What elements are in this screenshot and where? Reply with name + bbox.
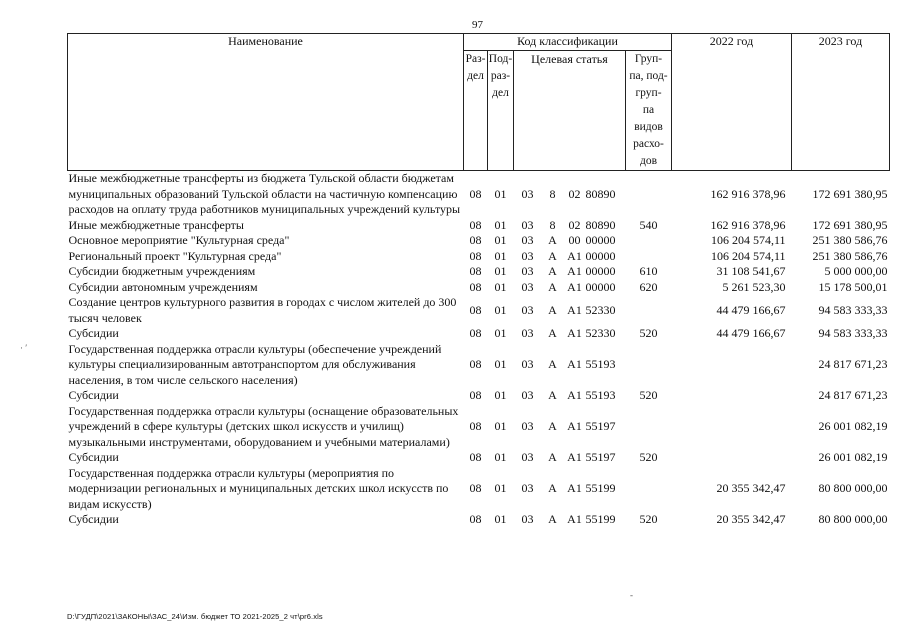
row-name: Иные межбюджетные трансферты <box>68 217 244 232</box>
row-target-code: 00000 <box>585 279 616 294</box>
row-target-program: 03 <box>521 450 534 464</box>
table-header <box>68 34 890 171</box>
row-target-direction: А1 <box>567 388 582 402</box>
row-target-code: 52330 <box>585 302 616 317</box>
row-target-program: 03 <box>521 326 534 340</box>
row-podrazdel: 01 <box>494 481 507 495</box>
row-amount-2022 <box>672 450 792 466</box>
row-amount-2022: 44 479 166,67 <box>716 302 786 317</box>
page-number: 97 <box>472 19 483 31</box>
row-target-program: 03 <box>521 481 534 495</box>
row-target-type: А <box>548 481 557 495</box>
row-target-direction: А1 <box>567 279 582 294</box>
header-razdel-text: Раз- дел <box>465 53 486 82</box>
row-podrazdel: 01 <box>494 419 507 433</box>
row-name: Иные межбюджетные трансферты из бюджета Тульской области бюджетам муниципальных образований Тульской области на частичную компенсацию расходов на оплату труда работников муниципальных учреждений культуры <box>68 171 461 216</box>
row-target-program: 03 <box>521 388 534 402</box>
row-amount-2023: 24 817 671,23 <box>818 357 888 371</box>
row-target-direction: А1 <box>567 326 582 340</box>
row-razdel: 08 <box>469 186 482 201</box>
row-target-code: 55199 <box>585 512 616 526</box>
table-row <box>68 264 890 280</box>
row-expense-group <box>626 342 672 389</box>
row-expense-group <box>626 249 672 265</box>
row-podrazdel: 01 <box>494 450 507 464</box>
table-body <box>68 171 890 528</box>
row-expense-group <box>626 295 672 326</box>
row-name: Государственная поддержка отрасли культуры (обеспечение учреждений культуры специализированным автотранспортом для обслуживания населения, в том числе сельского населения) <box>68 341 442 387</box>
row-amount-2022 <box>672 404 792 451</box>
row-amount-2022: 162 916 378,96 <box>710 186 786 201</box>
header-year-2022: 2022 год <box>672 34 792 171</box>
row-target-type: 8 <box>549 217 556 232</box>
row-amount-2023: 172 691 380,95 <box>812 186 888 201</box>
row-amount-2023: 24 817 671,23 <box>818 388 888 402</box>
row-expense-group: 520 <box>639 512 658 526</box>
row-amount-2023: 26 001 082,19 <box>818 419 888 433</box>
row-amount-2023: 5 000 000,00 <box>824 264 888 278</box>
row-target-type: А <box>548 302 557 317</box>
row-expense-group <box>626 233 672 249</box>
row-target-code: 52330 <box>585 326 616 340</box>
table-row <box>68 466 890 513</box>
scan-speck: - <box>630 590 633 600</box>
row-amount-2022: 20 355 342,47 <box>716 481 786 495</box>
row-expense-group <box>626 171 672 218</box>
row-name: Основное мероприятие "Культурная среда" <box>68 233 290 247</box>
row-podrazdel: 01 <box>494 217 507 232</box>
row-podrazdel: 01 <box>494 357 507 371</box>
table-row <box>68 450 890 466</box>
row-target-program: 03 <box>521 217 534 232</box>
table-row <box>68 512 890 528</box>
row-razdel: 08 <box>469 419 482 433</box>
footer-file-path: D:\ГУДП\2021\ЗАКОНЫ\ЗАС_24\Изм. бюджет ТО 2021-2025_2 чт\pr6.xls <box>67 612 323 621</box>
row-razdel: 08 <box>469 388 482 402</box>
table-row <box>68 233 890 249</box>
header-name: Наименование <box>68 34 464 171</box>
row-podrazdel: 01 <box>494 186 507 201</box>
row-amount-2023: 80 800 000,00 <box>818 481 888 495</box>
row-name: Субсидии <box>68 326 119 340</box>
row-target-code: 55193 <box>585 357 616 371</box>
row-target-code: 80890 <box>585 217 616 232</box>
row-target-type: А <box>548 248 557 263</box>
row-target-program: 03 <box>521 302 534 317</box>
row-target-type: 8 <box>549 186 556 201</box>
table-row <box>68 249 890 265</box>
row-target-code: 00000 <box>585 233 616 247</box>
row-podrazdel: 01 <box>494 302 507 317</box>
row-target-code: 55193 <box>585 388 616 402</box>
row-amount-2022 <box>672 342 792 389</box>
row-amount-2023: 80 800 000,00 <box>818 512 888 526</box>
table-row <box>68 404 890 451</box>
row-razdel: 08 <box>469 357 482 371</box>
row-target-type: А <box>548 388 557 402</box>
row-amount-2022: 106 204 574,11 <box>710 233 786 247</box>
row-target-type: А <box>548 450 557 464</box>
row-target-direction: А1 <box>567 512 582 526</box>
header-year-2023: 2023 год <box>792 34 890 171</box>
row-podrazdel: 01 <box>494 512 507 526</box>
row-expense-group <box>626 466 672 513</box>
row-target-program: 03 <box>521 233 534 247</box>
row-target-code: 55197 <box>585 419 616 433</box>
row-target-code: 55197 <box>585 450 616 464</box>
table-row <box>68 295 890 326</box>
budget-table-container <box>67 33 889 528</box>
budget-table <box>67 33 890 528</box>
row-amount-2023: 15 178 500,01 <box>818 279 888 294</box>
row-razdel: 08 <box>469 248 482 263</box>
row-expense-group: 520 <box>639 388 658 402</box>
row-expense-group: 520 <box>639 450 658 464</box>
row-target-type: А <box>548 419 557 433</box>
table-row <box>68 218 890 234</box>
row-razdel: 08 <box>469 233 482 247</box>
row-expense-group: 620 <box>639 279 658 294</box>
row-razdel: 08 <box>469 450 482 464</box>
row-target-program: 03 <box>521 512 534 526</box>
row-name: Субсидии автономным учреждениям <box>68 279 258 294</box>
row-target-program: 03 <box>521 264 534 278</box>
row-amount-2023: 94 583 333,33 <box>818 302 888 317</box>
row-target-direction: 02 <box>568 186 581 201</box>
row-name: Субсидии <box>68 388 119 402</box>
row-target-type: А <box>548 326 557 340</box>
row-target-code: 00000 <box>585 248 616 263</box>
row-razdel: 08 <box>469 264 482 278</box>
header-group-text: Груп- па, под- груп- па видов расхо- дов <box>629 53 668 167</box>
scan-speck: · ′ <box>20 343 28 353</box>
header-podrazdel-text: Под- раз- дел <box>488 53 513 99</box>
row-amount-2023: 94 583 333,33 <box>818 326 888 340</box>
row-amount-2023: 251 380 586,76 <box>812 233 888 247</box>
table-row <box>68 280 890 296</box>
row-target-direction: А1 <box>567 357 582 371</box>
row-razdel: 08 <box>469 326 482 340</box>
row-podrazdel: 01 <box>494 264 507 278</box>
row-name: Субсидии <box>68 450 119 464</box>
row-podrazdel: 01 <box>494 233 507 247</box>
row-target-type: А <box>548 357 557 371</box>
row-name: Региональный проект "Культурная среда" <box>68 248 282 263</box>
row-target-direction: 00 <box>568 233 581 247</box>
row-amount-2022: 106 204 574,11 <box>710 248 786 263</box>
row-target-program: 03 <box>521 186 534 201</box>
row-expense-group: 540 <box>639 217 658 232</box>
row-target-direction: 02 <box>568 217 581 232</box>
row-razdel: 08 <box>469 302 482 317</box>
row-target-program: 03 <box>521 357 534 371</box>
header-podrazdel <box>488 51 514 171</box>
header-group <box>626 51 672 171</box>
header-target: Целевая статья <box>514 51 626 171</box>
row-target-type: А <box>548 233 557 247</box>
row-expense-group: 520 <box>639 326 658 340</box>
row-podrazdel: 01 <box>494 388 507 402</box>
row-target-direction: А1 <box>567 419 582 433</box>
row-amount-2022: 31 108 541,67 <box>716 264 786 278</box>
row-target-direction: А1 <box>567 302 582 317</box>
row-target-program: 03 <box>521 279 534 294</box>
row-target-type: А <box>548 279 557 294</box>
row-name: Государственная поддержка отрасли культуры (оснащение образовательных учреждений в сфере культуры (детских школ искусств и училищ) музыкальными инструментами, оборудованием и учебными материалами) <box>68 403 459 449</box>
row-podrazdel: 01 <box>494 279 507 294</box>
row-name: Субсидии <box>68 512 119 526</box>
table-row <box>68 326 890 342</box>
row-razdel: 08 <box>469 217 482 232</box>
row-target-code: 00000 <box>585 264 616 278</box>
row-target-program: 03 <box>521 419 534 433</box>
row-target-direction: А1 <box>567 248 582 263</box>
header-razdel <box>464 51 488 171</box>
row-amount-2022: 20 355 342,47 <box>716 512 786 526</box>
row-target-direction: А1 <box>567 450 582 464</box>
row-target-code: 55199 <box>585 481 616 495</box>
row-name: Государственная поддержка отрасли культуры (мероприятия по модернизации региональных и муниципальных детских школ искусств по видам искусств) <box>68 465 449 511</box>
row-amount-2022: 44 479 166,67 <box>716 326 786 340</box>
row-name: Создание центров культурного развития в городах с числом жителей до 300 тысяч человек <box>68 295 457 325</box>
row-amount-2022 <box>672 388 792 404</box>
row-razdel: 08 <box>469 512 482 526</box>
row-razdel: 08 <box>469 279 482 294</box>
row-target-code: 80890 <box>585 186 616 201</box>
header-code-group: Код классификации <box>464 34 672 51</box>
row-amount-2022: 5 261 523,30 <box>722 279 786 294</box>
row-razdel: 08 <box>469 481 482 495</box>
row-amount-2023: 172 691 380,95 <box>812 217 888 232</box>
row-amount-2023: 251 380 586,76 <box>812 248 888 263</box>
row-podrazdel: 01 <box>494 248 507 263</box>
row-target-direction: А1 <box>567 481 582 495</box>
row-podrazdel: 01 <box>494 326 507 340</box>
table-row <box>68 171 890 218</box>
row-target-program: 03 <box>521 248 534 263</box>
row-target-direction: А1 <box>567 264 582 278</box>
row-expense-group: 610 <box>639 264 658 278</box>
row-amount-2022: 162 916 378,96 <box>710 217 786 232</box>
row-amount-2023: 26 001 082,19 <box>818 450 888 464</box>
table-row <box>68 388 890 404</box>
row-target-type: А <box>548 512 557 526</box>
table-row <box>68 342 890 389</box>
row-name: Субсидии бюджетным учреждениям <box>68 264 256 278</box>
row-expense-group <box>626 404 672 451</box>
row-target-type: А <box>548 264 557 278</box>
